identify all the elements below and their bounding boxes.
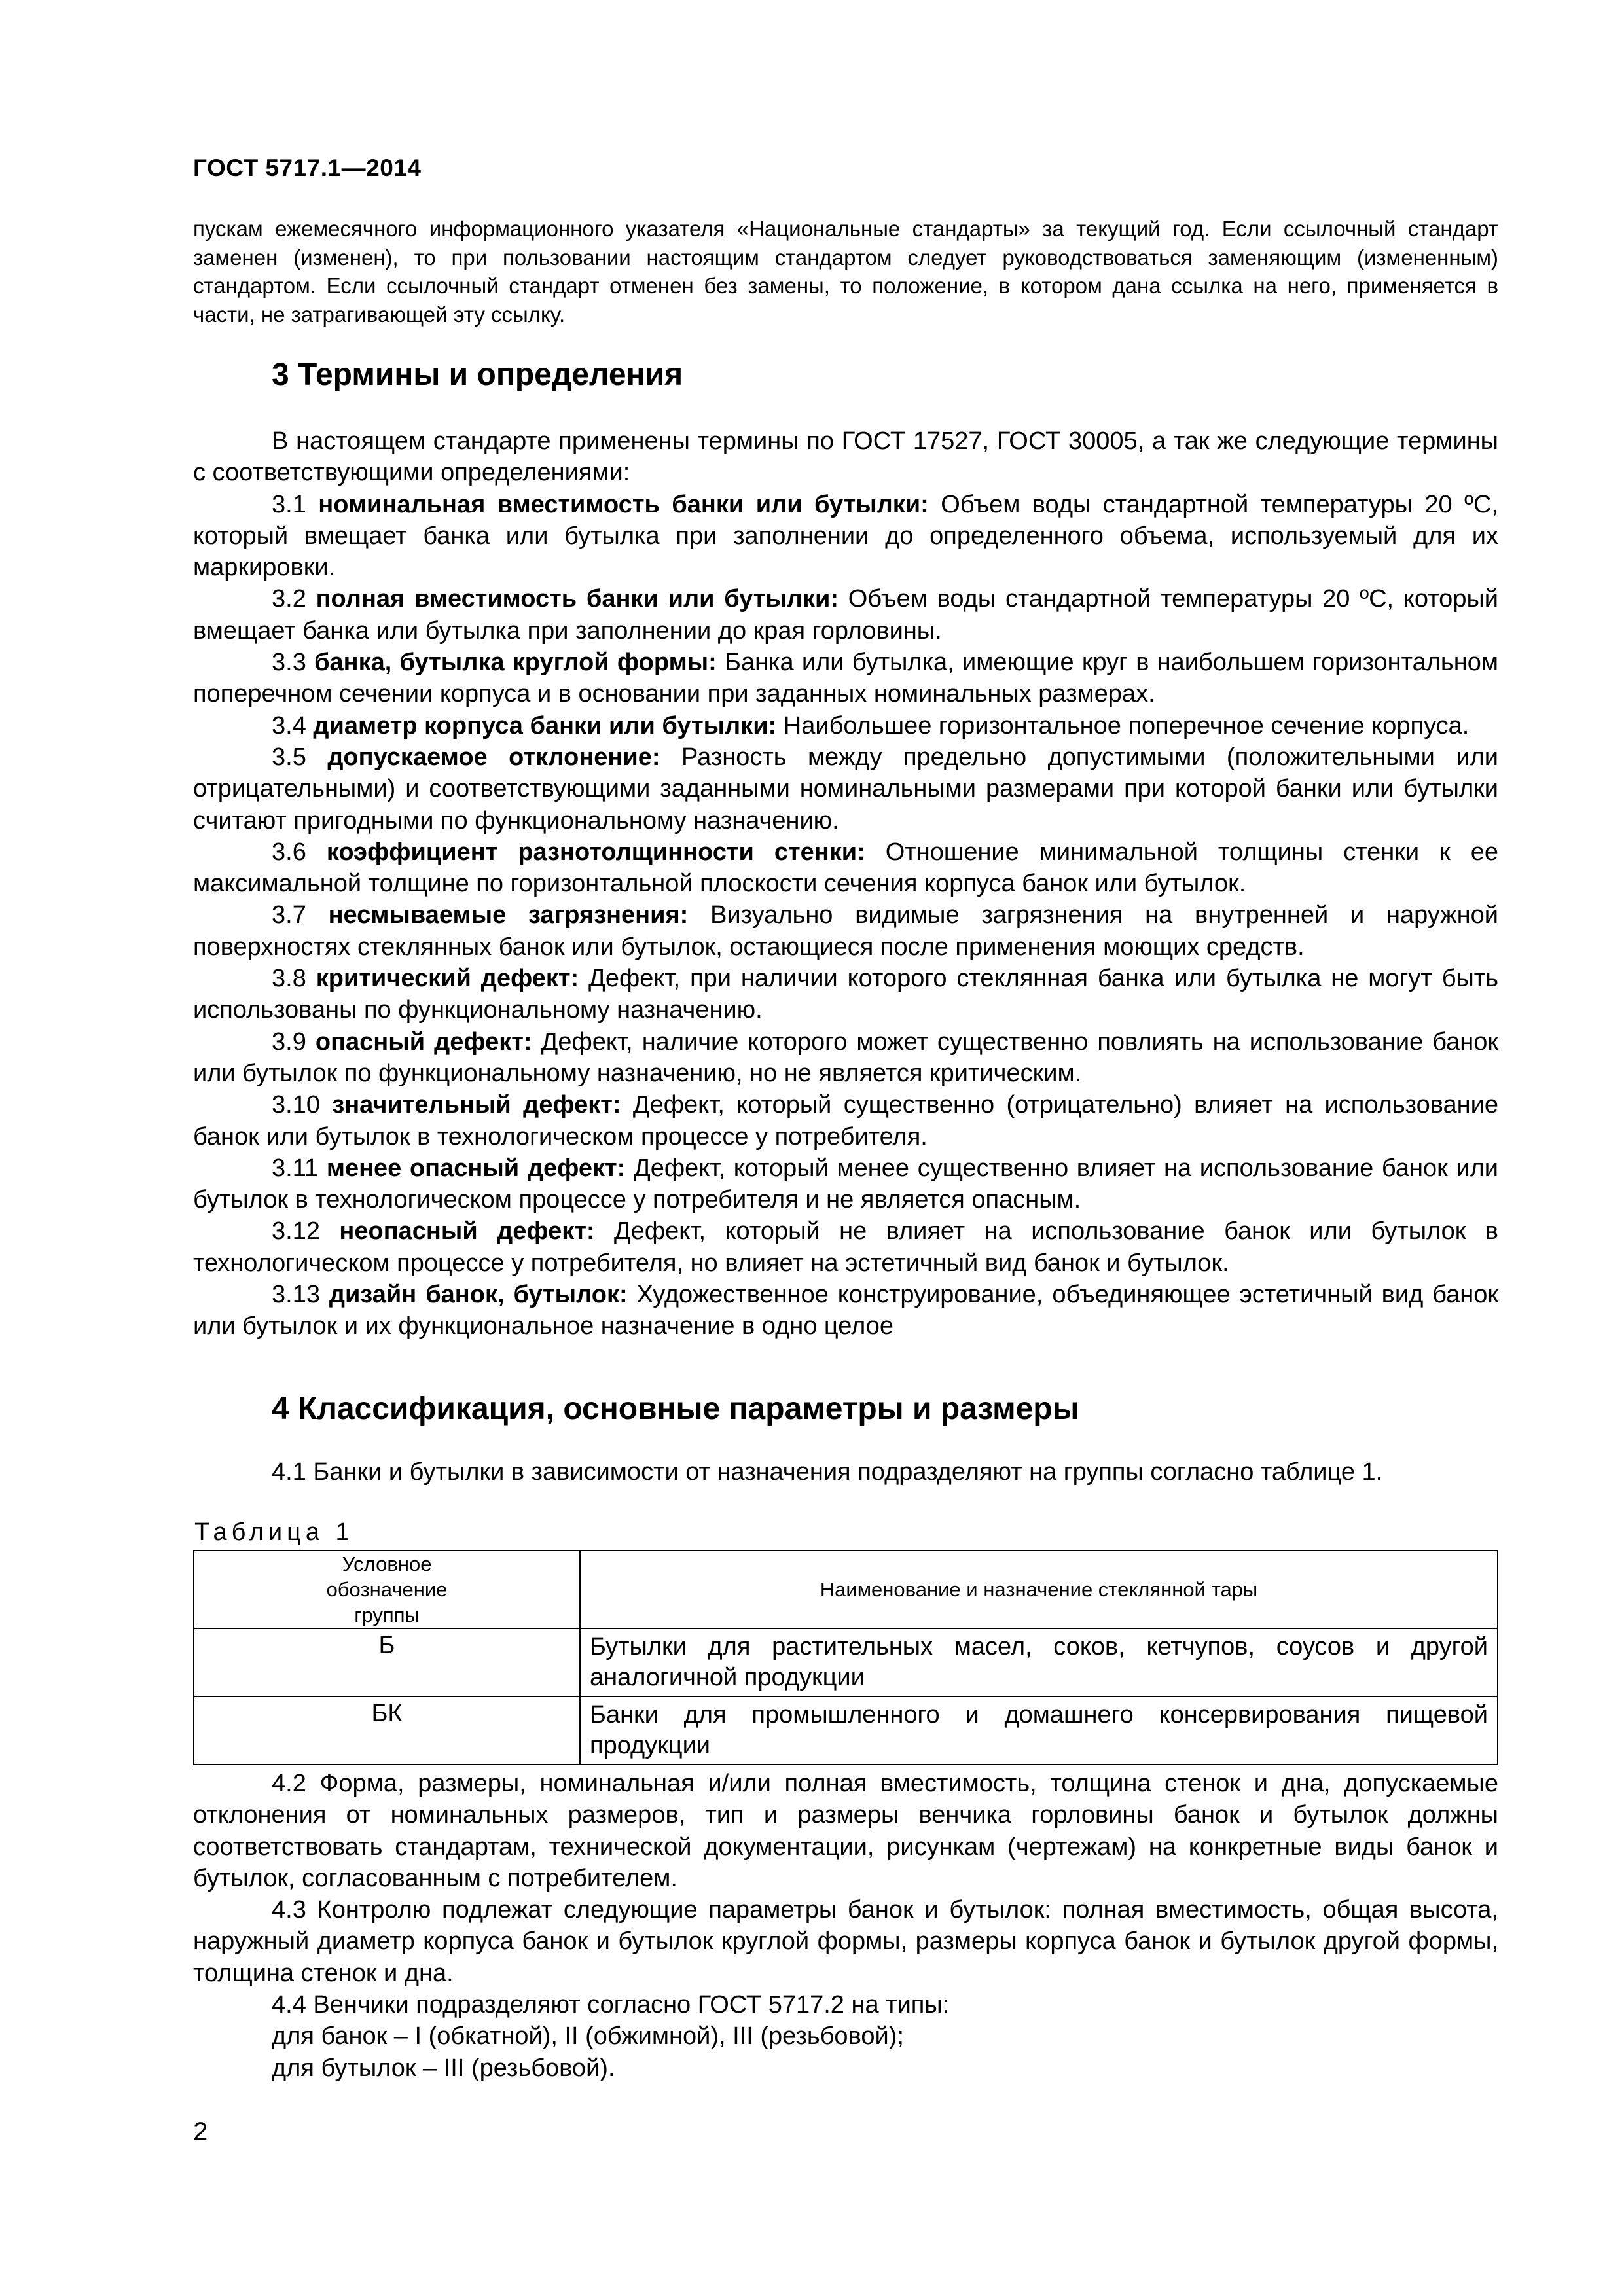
table-caption: Таблица 1 [194,1518,354,1546]
term-definition [193,963,1498,1026]
term-text: Визуально видимые загрязнения на внутренней и наружной поверхностях стеклянных банок или бутылок, остающиеся после применения моющих средств. [193,901,1498,961]
term-number: 3.13 [272,1281,329,1309]
document-header: ГОСТ 5717.1—2014 [193,154,422,181]
section-3-body [193,425,1498,1342]
term-name: опасный дефект: [315,1028,532,1056]
term-text: Дефект, который существенно (отрицательно) влияет на использование банок или бутылок в технологическом процессе у потребителя. [193,1091,1498,1151]
term-number: 3.10 [272,1091,333,1119]
term-text: Банка или бутылка, имеющие круг в наибольшем горизонтальном поперечном сечении корпуса и в основании при заданных номинальных размерах. [193,649,1498,708]
term-text: Дефект, который не влияет на использование банок или бутылок в технологическом процессе у потребителя, но влияет на эстетичный вид банок и бутылок. [193,1217,1498,1277]
term-name: банка, бутылка круглой формы: [314,649,717,677]
paragraph-4-4-bottles: для бутылок – III (резьбовой). [272,2054,615,2082]
term-name: диаметр корпуса банки или бутылки: [313,711,777,740]
table-row [194,1628,1498,1696]
term-text: Разность между предельно допустимыми (положительными или отрицательными) и соответствующими заданными номинальными размерами при которой банки или бутылки считают пригодными по функциональному назначению. [193,743,1498,834]
term-name: дизайн банок, бутылок: [329,1281,628,1309]
term-number: 3.4 [272,711,314,740]
term-definition [193,899,1498,963]
term-definition [193,1089,1498,1153]
term-number: 3.7 [272,901,329,929]
page-number: 2 [193,2117,208,2146]
term-name: менее опасный дефект: [326,1154,626,1182]
term-number: 3.11 [272,1154,327,1182]
paragraph-4-4-cans: для банок – I (обкатной), II (обжимной), III (резьбовой); [272,2022,904,2051]
term-name: значительный дефект: [332,1091,621,1119]
table-cell-desc: Бутылки для растительных масел, соков, кетчупов, соусов и другой аналогичной продукции [580,1628,1498,1696]
term-text: Отношение минимальной толщины стенки к ее максимальной толщине по горизонтальной плоскости сечения корпуса банок или бутылок. [193,838,1498,898]
term-name: неопасный дефект: [339,1217,595,1246]
term-text: Объем воды стандартной температуры 20 ºС, который вмещает банка или бутылка при заполнении до определенного объема, используемый для их маркировки. [193,490,1498,582]
term-text: Наибольшее горизонтальное поперечное сечение корпуса. [776,711,1470,740]
groups-table [193,1550,1498,1765]
term-number: 3.12 [272,1217,340,1246]
paragraph-4-1: 4.1 Банки и бутылки в зависимости от назначения подразделяют на группы согласно таблице 1. [272,1458,1383,1486]
paragraph-4-4: 4.4 Венчики подразделяют согласно ГОСТ 5717.2 на типы: [272,1991,950,2019]
term-name: допускаемое отклонение: [327,743,660,771]
term-number: 3.5 [272,743,328,771]
paragraph-4-3: 4.3 Контролю подлежат следующие параметры банок и бутылок: полная вместимость, общая высота, наружный диаметр корпуса банок и бутылок круглой формы, размеры корпуса банок и бутылок другой формы, толщина стенок и дна. [193,1896,1498,1987]
intro-paragraph: пускам ежемесячного информационного указателя «Национальные стандарты» за текущий год. Если ссылочный стандарт заменен (изменен), то при пользовании настоящим стандартом следует руководствоваться заменяющим (измененным) стандартом. Если ссылочный стандарт отменен без замены, то положение, в котором дана ссылка на него, применяется в части, не затрагивающей эту ссылку. [193,217,1498,327]
term-number: 3.9 [272,1028,316,1056]
term-text: Дефект, который менее существенно влияет на использование банок или бутылок в технологическом процессе у потребителя и не является опасным. [193,1154,1499,1214]
term-definition [193,1215,1498,1279]
term-name: коэффициент разнотолщинности стенки: [326,838,865,866]
term-text: Дефект, при наличии которого стеклянная банка или бутылка не могут быть использованы по функциональному назначению. [193,965,1498,1024]
term-number: 3.1 [272,490,319,518]
term-definition [193,583,1498,647]
term-definition [193,742,1498,836]
term-number: 3.2 [272,585,316,613]
term-number: 3.3 [272,649,315,677]
section-4-heading: 4 Классификация, основные параметры и размеры [272,1391,1079,1426]
term-definition [193,710,1498,742]
table-header-code: Условное обозначение группы [194,1551,580,1628]
term-name: полная вместимость банки или бутылки: [316,585,839,613]
table-row [194,1696,1498,1765]
term-number: 3.6 [272,838,327,866]
term-number: 3.8 [272,965,316,993]
table-cell-code: БК [194,1696,580,1765]
table-cell-desc: Банки для промышленного и домашнего консервирования пищевой продукции [580,1696,1498,1765]
term-definition [193,489,1498,584]
term-definition [193,1153,1498,1216]
term-name: несмываемые загрязнения: [328,901,689,929]
section-3-lead: В настоящем стандарте применены термины по ГОСТ 17527, ГОСТ 30005, а так же следующие термины с соответствующими определениями: [193,427,1498,487]
table-header-row [194,1551,1498,1628]
term-name: номинальная вместимость банки или бутылки: [318,490,929,518]
term-definition [193,1279,1498,1342]
section-3-heading: 3 Термины и определения [272,357,683,392]
term-definition [193,1026,1498,1090]
paragraph-4-2: 4.2 Форма, размеры, номинальная и/или полная вместимость, толщина стенок и дна, допускаемые отклонения от номинальных размеров, тип и размеры венчика горловины банок и бутылок должны соответствовать стандартам, технической документации, рисункам (чертежам) на конкретные виды банок и бутылок, согласованным с потребителем. [193,1770,1498,1892]
term-text: Художественное конструирование, объединяющее эстетичный вид банок или бутылок и их функциональное назначение в одно целое [193,1281,1498,1340]
table-cell-code: Б [194,1628,580,1696]
term-text: Объем воды стандартной температуры 20 ºС, который вмещает банка или бутылка при заполнении до края горловины. [193,585,1498,645]
term-definition [193,836,1498,900]
term-text: Дефект, наличие которого может существенно повлиять на использование банок или бутылок по функциональному назначению, но не является критическим. [193,1028,1498,1087]
table-header-desc: Наименование и назначение стеклянной тары [580,1551,1498,1628]
section-4-body [193,1768,1498,2084]
term-name: критический дефект: [316,965,579,993]
term-definition [193,647,1498,710]
terms-list [193,489,1498,1342]
